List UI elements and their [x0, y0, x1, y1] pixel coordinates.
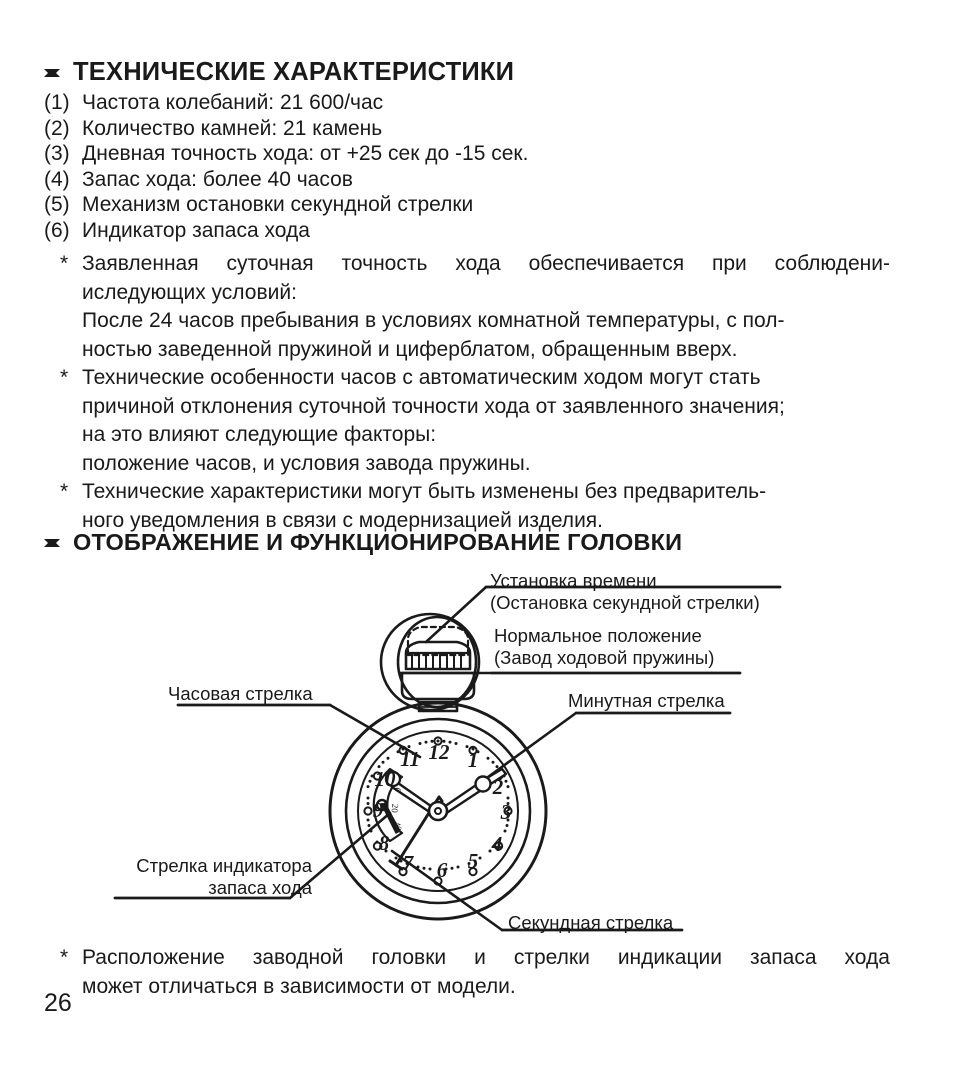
list-item-text: Индикатор запаса хода: [82, 218, 310, 242]
note-marker: *: [60, 946, 69, 969]
label-time-set: [490, 570, 760, 614]
dial-numeral-5: 5: [467, 849, 479, 873]
diamond-bullet-icon: [44, 69, 60, 85]
list-item: [44, 167, 904, 193]
minute-hand-ring: [476, 777, 491, 792]
note-word: индикации: [617, 946, 722, 969]
section-heading-specifications: [44, 58, 514, 87]
label-power-reserve-hand-line2: запаса хода: [208, 877, 312, 898]
list-item-text: Частота колебаний: 21 600/час: [82, 91, 384, 114]
label-normal-position-line2: (Завод ходовой пружины): [494, 647, 715, 668]
hands-center-pin: [435, 808, 441, 814]
diamond-bullet-icon: [44, 539, 60, 555]
list-item: [44, 218, 904, 244]
note-automatic-movement: [60, 364, 890, 478]
note-word: хода: [455, 252, 501, 275]
note-word: суточная: [226, 252, 314, 275]
section-heading-crown: [44, 529, 682, 556]
note-word: Расположение: [82, 946, 225, 969]
note-word: точность: [341, 252, 428, 275]
dial-numeral-4: 4: [491, 832, 503, 856]
note-line: Технические характеристики могут быть изменены без предваритель-: [82, 480, 767, 503]
dial-numeral-6: 6: [436, 858, 448, 882]
section-heading-specifications-text: ТЕХНИЧЕСКИЕ ХАРАКТЕРИСТИКИ: [73, 58, 515, 86]
list-item: [44, 90, 904, 116]
note-line: положение часов, и условия завода пружины.: [82, 451, 531, 475]
specifications-notes: [60, 250, 890, 535]
label-minute-hand: Минутная стрелка: [568, 690, 725, 711]
dial-numeral-7: 7: [402, 851, 414, 875]
list-item-number: (4): [44, 167, 70, 191]
list-item-number: (1): [44, 91, 70, 114]
note-line: причиной отклонения суточной точности хода от заявленного значения;: [82, 394, 785, 418]
note-line: После 24 часов пребывания в условиях комнатной температуры, с пол-: [82, 309, 785, 332]
dial-numeral-3: 3: [500, 800, 512, 824]
dial-numeral-2: 2: [492, 775, 504, 799]
note-word: и: [474, 946, 486, 969]
list-item-text: Запас хода: более 40 часов: [82, 167, 353, 191]
note-line: ностью заведенной пружиной и циферблатом, обращенным вверх.: [82, 337, 738, 361]
dial-numeral-9: 9: [372, 798, 384, 822]
label-second-hand: Секундная стрелка: [508, 912, 674, 933]
note-crown-position-varies: [60, 944, 890, 1001]
label-time-set-line1: Установка времени: [490, 570, 657, 591]
power-reserve-mark-0: 0: [392, 786, 404, 794]
label-normal-position-line1: Нормальное положение: [494, 625, 702, 646]
power-reserve-mark-40: 40: [392, 820, 404, 832]
note-word: Заявленная: [82, 252, 199, 275]
pocket-watch-diagram: [90, 565, 880, 940]
note-line: иследующих условий:: [82, 280, 297, 304]
list-item-number: (5): [44, 193, 70, 217]
note-line: [82, 944, 890, 973]
note-line: [82, 250, 890, 279]
label-normal-position: [494, 625, 714, 669]
list-item-number: (6): [44, 218, 70, 242]
note-word: обеспечивается: [528, 252, 685, 275]
section-heading-crown-text: ОТОБРАЖЕНИЕ И ФУНКЦИОНИРОВАНИЕ ГОЛОВКИ: [73, 529, 683, 555]
list-item-text: Количество камней: 21 камень: [82, 116, 383, 140]
list-item-text: Механизм остановки секундной стрелки: [82, 193, 474, 217]
note-line: на это влияют следующие факторы:: [82, 423, 437, 446]
note-line: может отличаться в зависимости от модели.: [82, 974, 516, 998]
note-word: запаса: [749, 946, 817, 969]
label-power-reserve-hand: [110, 855, 312, 899]
label-hour-hand: Часовая стрелка: [168, 683, 313, 704]
note-line: Технические особенности часов с автоматическим ходом могут стать: [82, 366, 761, 389]
note-word: головки: [371, 946, 447, 969]
note-marker: *: [60, 480, 69, 503]
note-accuracy-conditions: [60, 250, 890, 364]
note-marker: *: [60, 252, 69, 275]
dial-numeral-11: 11: [400, 747, 420, 771]
dial-numeral-12: 12: [428, 740, 450, 764]
list-item: [44, 141, 904, 167]
list-item-number: (2): [44, 116, 70, 140]
note-subject-to-change: [60, 478, 890, 535]
note-word: при: [712, 252, 747, 275]
note-word: соблюдени-: [774, 252, 890, 275]
note-line: ного уведомления в связи с модернизацией изделия.: [82, 508, 604, 532]
list-item: [44, 192, 904, 218]
note-word: хода: [844, 946, 890, 969]
crown-section-notes: [60, 944, 890, 1001]
page-number: 26: [44, 989, 72, 1017]
list-item-text: Дневная точность хода: от +25 сек до -15 сек.: [82, 142, 529, 166]
specifications-list: [44, 90, 904, 244]
note-marker: *: [60, 366, 69, 389]
power-reserve-mark-20: 20: [389, 803, 401, 814]
crown-assembly: [381, 614, 479, 711]
dial-numeral-10: 10: [374, 767, 396, 791]
note-word: стрелки: [513, 946, 590, 969]
label-power-reserve-hand-line1: Стрелка индикатора: [136, 855, 312, 876]
list-item-number: (3): [44, 142, 70, 166]
note-word: заводной: [252, 946, 344, 969]
list-item: [44, 116, 904, 142]
dial-numeral-8: 8: [378, 831, 390, 855]
label-time-set-line2: (Остановка секундной стрелки): [490, 592, 760, 613]
dial-numeral-1: 1: [467, 748, 479, 772]
